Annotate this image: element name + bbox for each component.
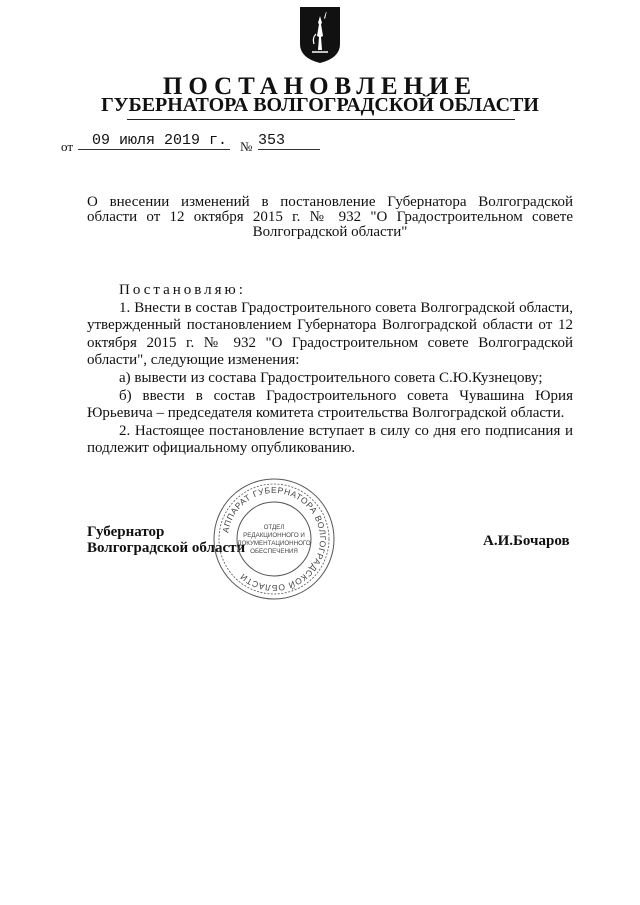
document-date: 09 июля 2019 г. bbox=[78, 132, 230, 150]
header-divider bbox=[127, 119, 515, 120]
paragraph-2: 2. Настоящее постановление вступает в силу со дня его подписания и подлежит официальному опубликованию. bbox=[87, 422, 573, 457]
stamp-inner-line-1: ОТДЕЛ bbox=[263, 524, 285, 531]
document-title: ПОСТАНОВЛЕНИЕ bbox=[162, 73, 478, 100]
stamp-inner-line-2: РЕДАКЦИОННОГО И bbox=[243, 532, 305, 539]
official-stamp bbox=[212, 477, 336, 601]
subject-line-1: О внесении изменений в постановление Губернатора Волгоградской bbox=[87, 194, 573, 210]
document-number: 353 bbox=[258, 132, 320, 150]
subject-line-2: области от 12 октября 2015 г. № 932 "О Градостроительном совете bbox=[87, 209, 573, 225]
document-subject bbox=[87, 195, 573, 240]
paragraph-1a: а) вывести из состава Градостроительного совета С.Ю.Кузнецову; bbox=[119, 369, 543, 386]
document-body bbox=[87, 282, 573, 458]
paragraph-1b: б) ввести в состав Градостроительного совета Чувашина Юрия Юрьевича – председателя комитета строительства Волгоградской области. bbox=[87, 387, 573, 422]
position-line-1: Губернатор bbox=[87, 524, 165, 540]
coat-of-arms-emblem bbox=[299, 6, 341, 64]
signatory-name: А.И.Бочаров bbox=[483, 533, 570, 549]
stamp-outer-text: АППАРАТ ГУБЕРНАТОРА ВОЛГОГРАДСКОЙ ОБЛАСТИ bbox=[220, 484, 329, 594]
stamp-inner-line-4: ОБЕСПЕЧЕНИЯ bbox=[250, 548, 298, 555]
subject-line-3: Волгоградской области" bbox=[252, 224, 408, 240]
date-label: от bbox=[61, 139, 74, 154]
number-label: № bbox=[240, 139, 253, 154]
paragraph-1: 1. Внести в состав Градостроительного совета Волгоградской области, утвержденный постановлением Губернатора Волгоградской области от 12 октября 2015 г. № 932 "О Градостроительном совете Волгоградской области", следующие изменения: bbox=[87, 299, 573, 369]
position-line-2: Волгоградской области bbox=[87, 540, 246, 556]
document-subtitle: ГУБЕРНАТОРА ВОЛГОГРАДСКОЙ ОБЛАСТИ bbox=[101, 94, 539, 116]
decree-word: Постановляю: bbox=[119, 282, 246, 298]
stamp-inner-line-3: ДОКУМЕНТАЦИОННОГО bbox=[237, 540, 311, 547]
